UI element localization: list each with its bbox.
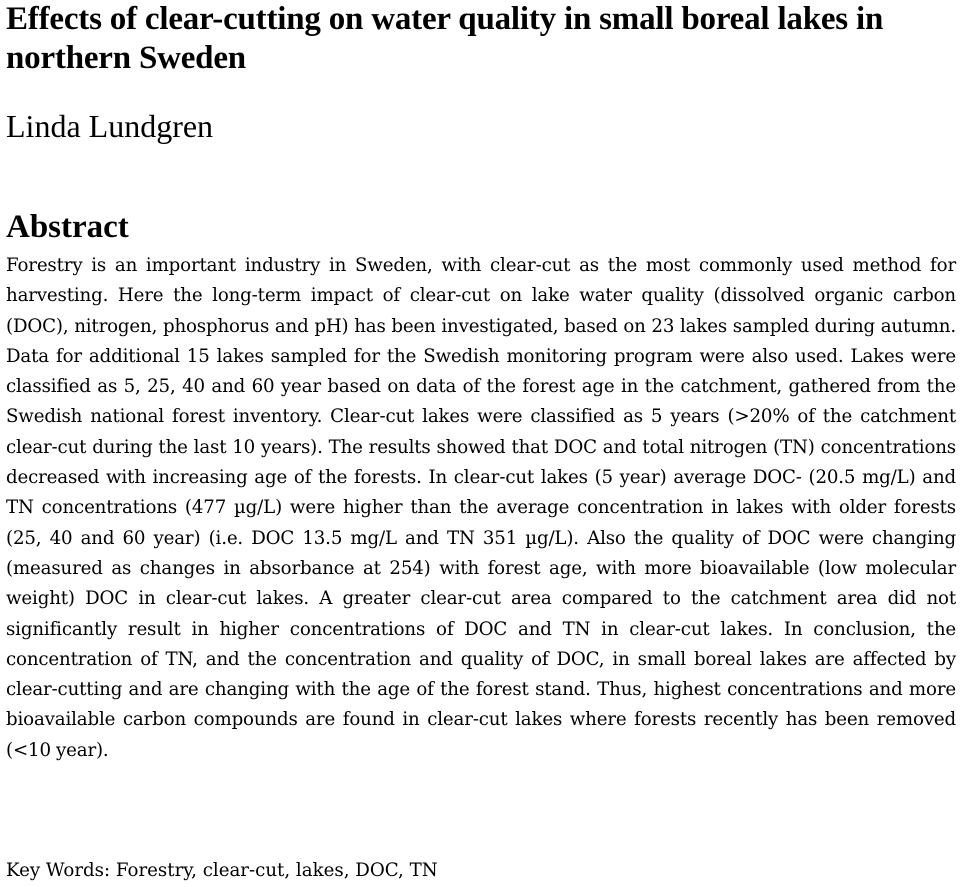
abstract-heading: Abstract bbox=[6, 209, 129, 245]
author-name: Linda Lundgren bbox=[6, 108, 214, 144]
keywords-line: Key Words: Forestry, clear-cut, lakes, DOC, TN bbox=[6, 860, 438, 881]
paper-title: Effects of clear-cutting on water quality in small boreal lakes in northern Sweden bbox=[6, 1, 884, 76]
abstract-text: Forestry is an important industry in Sweden, with clear-cut as the most commonly used method for harvesting. Here the long-term impact of clear-cut on lake water quality (dissolved organic carbon (DOC), nitrogen, phosphorus and pH) has been investigated, based on 23 lakes sampled during autumn. Data for additional 15 lakes sampled for the Swedish monitoring program were also used. Lakes were classified as 5, 25, 40 and 60 year based on data of the forest age in the catchment, gathered from the Swedish national forest inventory. Clear-cut lakes were classified as 5 years (>20% of the catchment clear-cut during the last 10 years). The results showed that DOC and total nitrogen (TN) concentrations decreased with increasing age of the forests. In clear-cut lakes (5 year) average DOC- (20.5 mg/L) and TN concentrations (477 µg/L) were higher than the average concentration in lakes with older forests (25, 40 and 60 year) (i.e. DOC 13.5 mg/L and TN 351 µg/L). Also the quality of DOC were changing (measured as changes in absorbance at 254) with forest age, with more bioavailable (low molecular weight) DOC in clear-cut lakes. A greater clear-cut area compared to the catchment area did not significantly result in higher concentrations of DOC and TN in clear-cut lakes. In conclusion, the concentration of TN, and the concentration and quality of DOC, in small boreal lakes are affected by clear-cutting and are changing with the age of the forest stand. Thus, highest concentrations and more bioavailable carbon compounds are found in clear-cut lakes where forests recently has been removed (<10 year). bbox=[6, 255, 956, 761]
paper-page bbox=[6, 0, 956, 881]
